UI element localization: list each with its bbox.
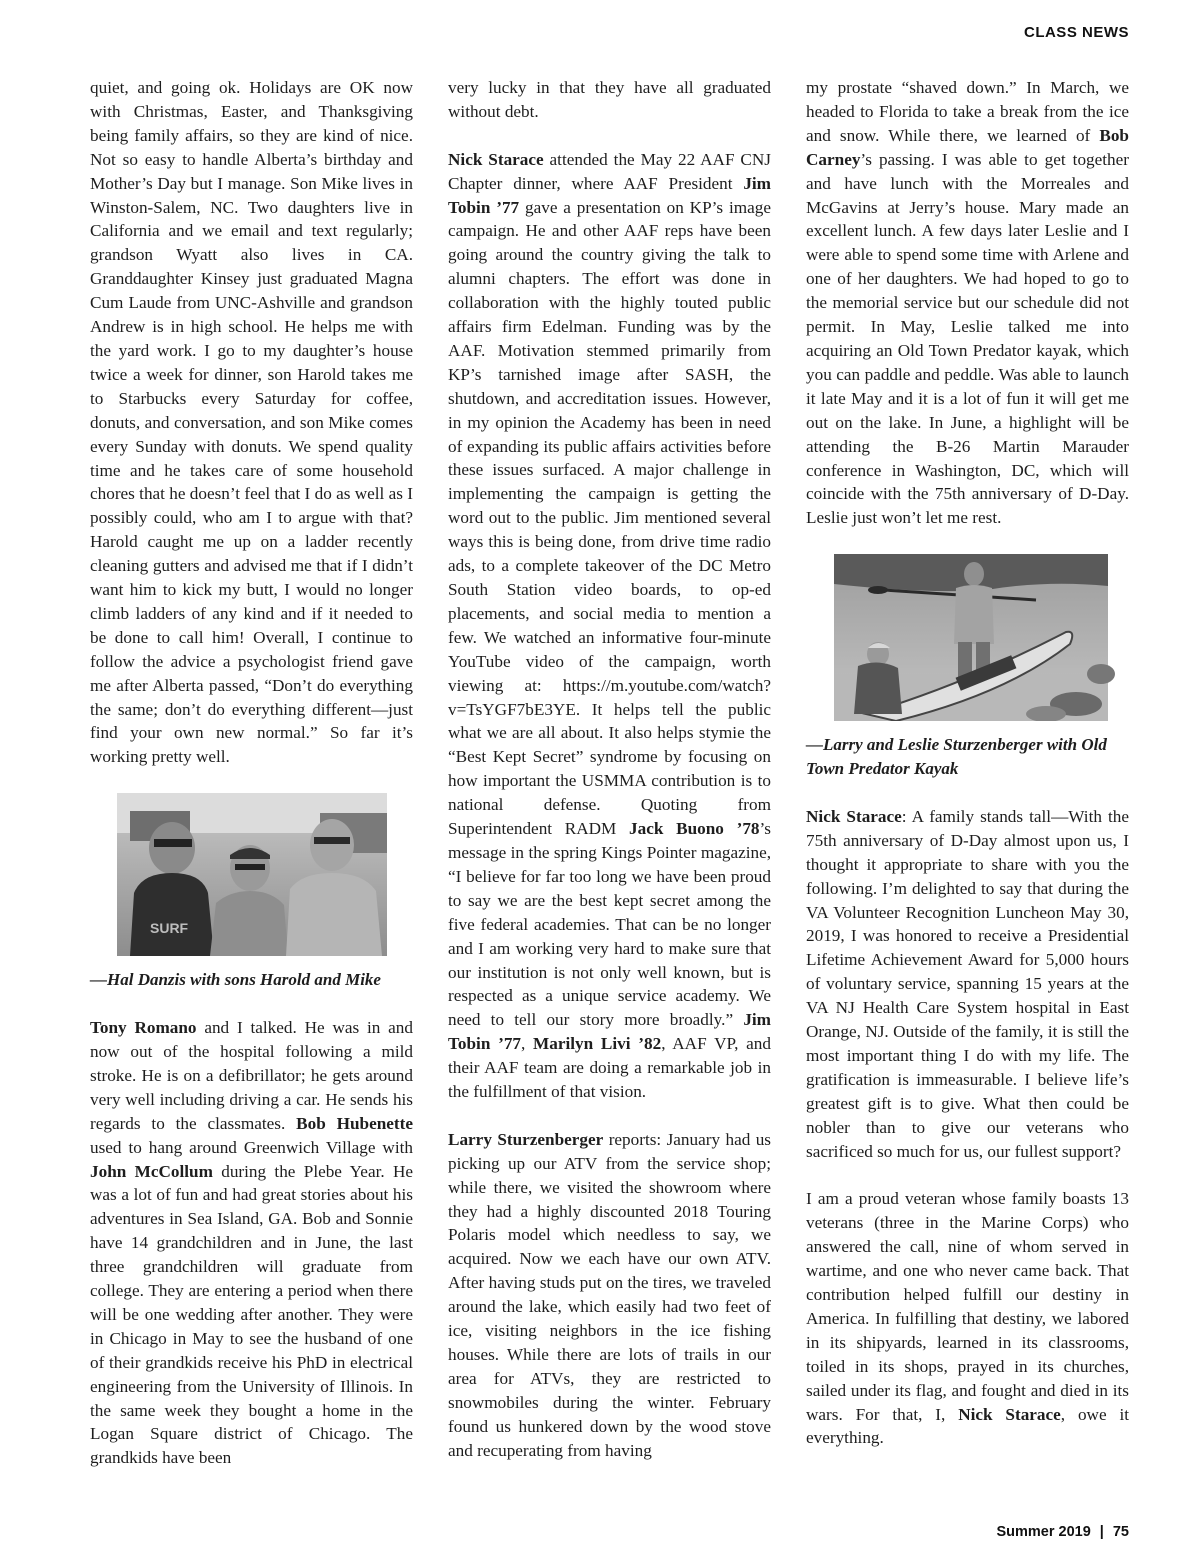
name-tony-romano: Tony Romano: [90, 1018, 197, 1038]
hal-danzis-family-photo: [90, 793, 413, 956]
prostate-florida-paragraph: my prostate “shaved down.” In March, we headed to Florida to take a break from the ice and snow. While there, we learned of Bob Carney’s passing. I was able to get together and have lunch with the Morreales and McGavins at Jerry’s house. Mary made an excellent lunch. A few days later Leslie and I were able to spend some time with Arlene and one of her daughters. We had hoped to go to the memorial service but our schedule did not permit. In May, Leslie talked me into acquiring an Old Town Predator kayak, which you can paddle and peddle. Was able to launch it late May and it is a lot of fun it will get me out on the lake. In June, a highlight will be attending the B-26 Martin Marauder conference in Washington, DC, which will coincide with the 75th anniversary of D-Day. Leslie just won’t let me rest.: [806, 78, 1129, 528]
name-bob-carney: Bob Carney: [806, 125, 1129, 169]
name-jim-tobin-2: Jim Tobin ’77: [448, 1010, 771, 1054]
footer-separator: |: [1099, 1524, 1104, 1540]
tony-romano-paragraph: Tony Romano and I talked. He was in and now out of the hospital following a mild stroke. He is on a defibrillator; he gets around very well including driving a car. He sends his regards to the classmates. Bob Hubenette used to hang around Greenwich Village with John McCollum during the Plebe Year. He was a lot of fun and had great stories about his adventures in Sea Island, GA. Bob and Sonnie have 14 grandchildren and in June, the last three grandchildren will graduate from college. They are entering a period when there will be one wedding after another. They were in Chicago in May to see the husband of one of their grandkids receive his PhD in electrical engineering from the University of Illinois. In the same week they bought a home in the Logan Square district of Chicago. The grandkids have been: [90, 1018, 414, 1468]
name-marilyn-livi: Marilyn Livi ’82: [533, 1034, 662, 1054]
hal-danzis-photo-caption: —Hal Danzis with sons Harold and Mike: [90, 970, 381, 990]
column-3: [806, 76, 1129, 1450]
larry-sturzenberger-paragraph: Larry Sturzenberger reports: January had us picking up our ATV from the service shop; while there, we visited the showroom where they had a highly discounted 2018 Touring Polaris model which needless to say, we acquired. Now we each have our own ATV. After having studs put on the tires, we traveled around the lake, which easily had two feet of ice, visiting neighbors in the ice fishing houses. While there are lots of trails in our area for ATVs, they are restricted to snowmobiles during the winter. February found us hunkered down by the wood stove and recuperating from having: [448, 1129, 771, 1460]
section-header: CLASS NEWS: [1023, 24, 1129, 41]
column-1: [90, 76, 413, 1470]
graduated-paragraph: very lucky in that they have all graduated without debt.: [448, 78, 771, 121]
kayak-photo: [806, 554, 1129, 721]
name-john-mccollum: John McCollum: [90, 1161, 213, 1181]
kayak-photo-caption: —Larry and Leslie Sturzenberger with Old Town Predator Kayak: [806, 735, 1107, 779]
page-footer: [996, 1524, 1129, 1540]
name-bob-hubenette: Bob Hubenette: [296, 1113, 414, 1133]
hal-danzis-paragraph: quiet, and going ok. Holidays are OK now with Christmas, Easter, and Thanksgiving being family affairs, so they are kind of nice. Not so easy to handle Alberta’s birthday and Mother’s Day but I manage. Son Mike lives in Winston-Salem, NC. Two daughters live in California and we email and text regularly; grandson Wyatt also lives in CA. Granddaughter Kinsey just graduated Magna Cum Laude from UNC-Ashville and grandson Andrew is in high school. He helps me with the yard work. I go to my daughter’s house twice a week for dinner, son Harold takes me to Starbucks every Saturday for coffee, donuts, and conversation, and son Mike comes every Sunday with donuts. We spend quality time and he takes care of some household chores that he doesn’t feel that I do as well as I possibly could, who am I to argue with that? Harold caught me up on a ladder recently cleaning gutters and advised me that if I didn’t want him to kick my butt, I would no longer climb ladders of any kind and if it needed to be done to call him! Overall, I continue to follow the advice a psychologist friend gave me after Alberta passed, “Don’t do everything the same; don’t do everything different—just find your own new normal.” So far it’s working pretty well.: [90, 78, 413, 767]
proud-veteran-paragraph: I am a proud veteran whose family boasts 13 veterans (three in the Marine Corps) who answered the call, nine of whom served in wartime, and one who never came back. That contribution helped fulfill our destiny in America. In fulfilling that destiny, we labored in its shipyards, learned in its classrooms, toiled in its shops, prayed in its churches, sailed under its flag, and fought and died in its wars. For that, I, Nick Starace, owe it everything.: [806, 1189, 1130, 1448]
name-larry-sturzenberger: Larry Sturzenberger: [448, 1129, 604, 1149]
name-jack-buono: Jack Buono ’78: [629, 819, 760, 839]
nick-starace-family-paragraph: Nick Starace: A family stands tall—With the 75th anniversary of D-Day almost upon us, I thought it appropriate to share with you the following. I’m delighted to say that during the VA Volunteer Recognition Luncheon May 30, 2019, I was honored to receive a Presidential Lifetime Achievement Award for 5,000 hours of voluntary service, spanning 15 years at the VA NJ Health Care System hospital in East Orange, NJ. Outside of the family, it is still the most important thing I do with my life. The gratification is immeasurable. I believe life’s greatest gift is to give. What then could be nobler than to give our veterans who sacrificed so much for us, our fullest support?: [806, 806, 1129, 1161]
column-2: [448, 76, 771, 1463]
name-jim-tobin: Jim Tobin ’77: [448, 173, 771, 217]
name-nick-starace: Nick Starace: [448, 149, 544, 169]
issue-label: Summer 2019: [996, 1524, 1091, 1540]
name-nick-starace-2: Nick Starace: [806, 806, 902, 826]
svg-text:SURF: SURF: [150, 920, 189, 937]
name-nick-starace-3: Nick Starace: [958, 1404, 1061, 1424]
nick-starace-aaf-paragraph: Nick Starace attended the May 22 AAF CNJ Chapter dinner, where AAF President Jim Tobin ’77 gave a presentation on KP’s image campaign. He and other AAF reps have been going around the country giving the talk to alumni chapters. The effort was done in collaboration with the highly touted public affairs firm Edelman. Funding was by the AAF. Motivation stemmed primarily from KP’s tarnished image after SASH, the shutdown, and accreditation issues. However, in my opinion the Academy has been in need of expanding its public affairs activities before these issues surfaced. A major challenge in implementing the campaign is getting the word out to the public. Jim mentioned several ways this is being done, from drive time radio ads, to a complete takeover of the DC Metro South Station video boards, to op-ed placements, and social media to mention a few. We watched an informative four-minute YouTube video of the campaign, worth viewing at: https://m.youtube.com/watch?v=TsYGF7bE3YE. It helps tell the public what we are all about. It also helps stymie the “Best Kept Secret” syndrome by focusing on how important the USMMA contribution is to national defense. Quoting from Superintendent RADM Jack Buono ’78’s message in the spring Kings Pointer magazine, “I believe for far too long we have been proud to say we are the best kept secret among the five federal academies. That can be no longer and I am working very hard to make sure that our institution is not only well known, but is respected as a unique service academy. We need to tell our story more broadly.” Jim Tobin ’77, Marilyn Livi ’82, AAF VP, and their AAF team are doing a remarkable job in the fulfillment of that vision.: [448, 149, 771, 1102]
page-number: 75: [1112, 1524, 1129, 1540]
